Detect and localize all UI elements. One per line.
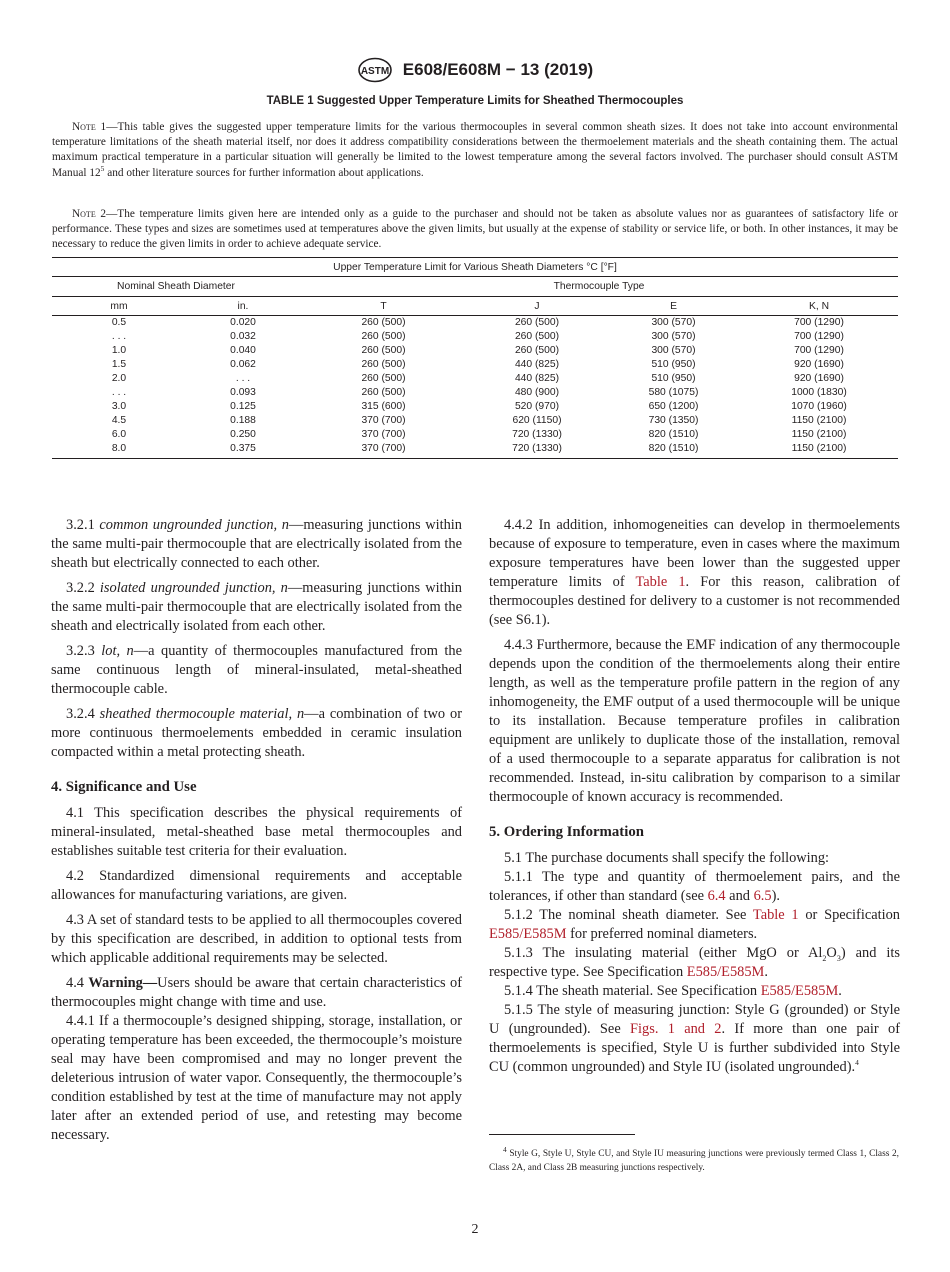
group-header-type: Thermocouple Type — [300, 277, 898, 297]
cell-in: 0.093 — [230, 387, 256, 398]
table-row — [52, 442, 898, 459]
cell-t: 260 (500) — [361, 345, 406, 356]
table-row — [52, 358, 898, 372]
cell-t: 370 (700) — [300, 442, 467, 459]
cell-j: 260 (500) — [514, 345, 560, 356]
page-header — [0, 57, 950, 83]
cell-kn: 700 (1290) — [794, 331, 844, 342]
page-number: 2 — [471, 1222, 479, 1237]
paragraph-3-2-4: 3.2.4 sheathed thermocouple material, n—a combination of two or more continuous thermoelements embedded in ceramic insulation compacted within a metal protecting sheath. — [51, 706, 462, 760]
paragraph-3-2-1: 3.2.1 common ungrounded junction, n—measuring junctions within the same multi-pair thermocouple that are electrically isolated from the sheath but electrically connected to each other. — [51, 517, 462, 571]
cell-mm: 2.0 — [111, 373, 127, 384]
column-header-e: E — [607, 297, 740, 316]
note-2: Note 2—The temperature limits given here are intended only as a guide to the purchaser and should not be taken as absolute values nor as guarantees of satisfactory life or performance. These types and sizes are sometimes used at temperatures above the given limits, but usually at the expense of stability or service life, or both. In other instances, it may be necessary to reduce the given limits in order to achieve adequate service. — [52, 208, 898, 251]
paragraph-3-2-2: 3.2.2 isolated ungrounded junction, n—measuring junctions within the same multi-pair thermocouple that are electrically isolated from the sheath and electrically isolated from each other. — [51, 580, 462, 634]
cell-e: 300 (570) — [651, 331, 696, 342]
cell-j: 480 (900) — [514, 387, 560, 398]
cell-in: 0.020 — [230, 317, 256, 328]
cell-e: 300 (570) — [651, 345, 696, 356]
svg-text:ASTM: ASTM — [360, 66, 389, 77]
right-column — [489, 516, 900, 1077]
section-4-heading: 4. Significance and Use — [51, 779, 197, 795]
link-figs-1-and-2[interactable]: Figs. 1 and 2 — [630, 1021, 722, 1037]
footnote-rule — [489, 1134, 635, 1135]
cell-mm: . . . — [111, 331, 127, 342]
cell-t: 370 (700) — [361, 415, 406, 426]
temperature-limits-table — [52, 257, 898, 459]
cell-t: 260 (500) — [361, 359, 406, 370]
cell-t: 260 (500) — [361, 331, 406, 342]
paragraph-4-4-3: 4.4.3 Furthermore, because the EMF indication of any thermocouple depends upon the condition of the thermoelements along their entire length, as well as the temperature profile pattern in the region of any inhomogeneity, the EMF output of a used thermocouple will be unique to its installation. Because temperature profiles in calibration equipment are unlikely to duplicate those of the installation, removal of a used thermocouple to a separate apparatus for calibration is not recommended. Instead, in-situ calibration by comparison to a similar thermocouple of known accuracy is recommended. — [489, 637, 900, 805]
paragraph-5-1-3: 5.1.3 The insulating material (either MgO or $Al_2O_3$) and its respective type. See Specification E585/E585M. — [489, 945, 901, 980]
cell-in: 0.188 — [230, 415, 256, 426]
table-row — [52, 316, 898, 331]
paragraph-4-4-2: 4.4.2 In addition, inhomogeneities can develop in thermoelements because of exposure to temperature, even in cases where the maximum exposure temperatures have been lower than the suggested upper temperature limits of Table 1. For this reason, calibration of thermocouples destined for delivery to a customer is not recommended (see S6.1). — [489, 517, 901, 628]
cell-in: 0.062 — [230, 359, 256, 370]
cell-t: 260 (500) — [361, 373, 406, 384]
paragraph-4-1: 4.1 This specification describes the physical requirements of mineral-insulated, metal-sheathed base metal thermocouples and establishes suitable test criteria for their evaluation. — [51, 805, 462, 859]
paragraph-5-1-1: 5.1.1 The type and quantity of thermoelement pairs, and the tolerances, if other than standard (see 6.4 and 6.5). — [489, 869, 900, 904]
cell-in: 0.250 — [230, 429, 256, 440]
table-row — [52, 428, 898, 442]
table-row — [52, 330, 898, 344]
cell-mm: . . . — [111, 387, 127, 398]
cell-kn: 1150 (2100) — [791, 429, 847, 440]
paragraph-4-4-1: 4.4.1 If a thermocouple’s designed shipping, storage, installation, or operating temperature has been exceeded, the thermocouple’s moisture seal may have been compromised and may no longer prevent the deleterious intrusion of water vapor. Consequently, the thermocouple’s condition established by test at the time of manufacture may not apply later after an extended period of use, and retesting may become necessary. — [51, 1013, 462, 1143]
paragraph-4-3: 4.3 A set of standard tests to be applied to all thermocouples covered by this specification are described, in addition to optional tests from which applicable additional requirements may be selected. — [51, 912, 462, 966]
cell-in: 0.125 — [230, 401, 256, 412]
cell-j: 720 (1330) — [467, 442, 607, 459]
cell-kn: 700 (1290) — [794, 345, 844, 356]
cell-in: 0.032 — [230, 331, 256, 342]
cell-mm: 1.0 — [111, 345, 127, 356]
table-caption: Upper Temperature Limit for Various Sheath Diameters °C [°F] — [52, 258, 898, 277]
cell-kn: 1070 (1960) — [791, 401, 847, 412]
cell-mm: 6.0 — [111, 429, 127, 440]
link-table-1[interactable]: Table 1 — [635, 574, 686, 590]
paragraph-4-2: 4.2 Standardized dimensional requirements and acceptable allowances for manufacturing variations, are given. — [51, 868, 462, 903]
paragraph-4-4: 4.4 Warning—Users should be aware that certain characteristics of thermocouples might change with time and use. — [51, 975, 462, 1010]
section-5-heading: 5. Ordering Information — [489, 824, 644, 840]
link-e585[interactable]: E585/E585M — [686, 964, 765, 980]
note-1: Note 1—This table gives the suggested upper temperature limits for the various thermocouples in several common sheath sizes. It does not take into account environmental temperature limitations of the sheath material itself, nor does it address compatibility considerations between the thermoelement materials and the sheath containing them. The actual maximum practical temperature in a particular situation will generally be limited to the lowest temperature among the several factors involved. The purchaser should consult ASTM Manual $12^5$ and other literature sources for further information about applications. — [52, 121, 898, 179]
paragraph-5-1: 5.1 The purchase documents shall specify the following: — [504, 850, 830, 866]
link-section-6-4[interactable]: 6.4 — [707, 888, 726, 904]
cell-mm: 3.0 — [111, 401, 127, 412]
cell-mm: 1.5 — [111, 359, 127, 370]
cell-j: 520 (970) — [514, 401, 560, 412]
cell-j: 620 (1150) — [512, 415, 562, 426]
cell-t: 315 (600) — [361, 401, 406, 412]
cell-kn: 1150 (2100) — [791, 415, 847, 426]
cell-j: 720 (1330) — [512, 429, 562, 440]
column-header-in: in. — [186, 297, 300, 316]
cell-kn: 920 (1690) — [794, 373, 844, 384]
cell-t: 370 (700) — [361, 429, 406, 440]
cell-e: 730 (1350) — [648, 415, 699, 426]
group-header-diameter: Nominal Sheath Diameter — [52, 277, 300, 297]
table-row — [52, 386, 898, 400]
cell-t: 260 (500) — [361, 317, 406, 328]
table-row — [52, 372, 898, 386]
cell-j: 260 (500) — [514, 331, 560, 342]
link-section-6-5[interactable]: 6.5 — [753, 888, 772, 904]
left-column — [51, 516, 462, 1145]
link-table-1[interactable]: Table 1 — [752, 907, 799, 923]
astm-logo-icon — [357, 57, 393, 83]
column-header-t: T — [300, 297, 467, 316]
cell-mm: 4.5 — [111, 415, 127, 426]
cell-e: 820 (1510) — [648, 429, 699, 440]
footnote-4: $^4$ Style G, Style U, Style CU, and Style IU measuring junctions were previously termed Class 1, Class 2, Class 2A, and Class 2B measuring junctions respectively. — [489, 1144, 899, 1173]
cell-e: 300 (570) — [651, 317, 696, 328]
cell-mm: 8.0 — [52, 442, 186, 459]
cell-e: 820 (1510) — [607, 442, 740, 459]
cell-kn: 920 (1690) — [794, 359, 844, 370]
link-e585[interactable]: E585/E585M — [489, 926, 567, 942]
table-row — [52, 414, 898, 428]
cell-e: 650 (1200) — [648, 401, 699, 412]
cell-kn: 1150 (2100) — [740, 442, 898, 459]
cell-kn: 700 (1290) — [794, 317, 844, 328]
cell-in: . . . — [235, 373, 251, 384]
table-row — [52, 344, 898, 358]
cell-in: 0.040 — [230, 345, 256, 356]
link-e585[interactable]: E585/E585M — [760, 983, 839, 999]
cell-j: 440 (825) — [514, 359, 560, 370]
cell-mm: 0.5 — [111, 317, 127, 328]
table-title: TABLE 1 Suggested Upper Temperature Limits for Sheathed Thermocouples — [266, 95, 684, 107]
column-header-j: J — [467, 297, 607, 316]
cell-j: 440 (825) — [514, 373, 560, 384]
table-row — [52, 400, 898, 414]
column-header-kn: K, N — [740, 297, 898, 316]
paragraph-5-1-2: 5.1.2 The nominal sheath diameter. See Table 1 or Specification E585/E585M for preferred nominal diameters. — [489, 907, 900, 942]
cell-kn: 1000 (1830) — [791, 387, 847, 398]
paragraph-3-2-3: 3.2.3 lot, n—a quantity of thermocouples manufactured from the same continuous length of mineral-insulated, metal-sheathed thermocouple cable. — [51, 643, 462, 697]
paragraph-5-1-4: 5.1.4 The sheath material. See Specification E585/E585M. — [504, 983, 842, 999]
standard-designation: E608/E608M − 13 (2019) — [402, 60, 594, 79]
paragraph-5-1-5: 5.1.5 The style of measuring junction: Style G (grounded) or Style U (ungrounded). See Figs. 1 and 2. If more than one pair of thermoelements is specified, Style U is further subdivided into Style CU (common ungrounded) and Style IU (isolated ungrounded).$^4$ — [489, 1002, 900, 1075]
column-header-mm: mm — [52, 297, 186, 316]
cell-in: 0.375 — [186, 442, 300, 459]
cell-j: 260 (500) — [514, 317, 560, 328]
cell-t: 260 (500) — [361, 387, 406, 398]
cell-e: 580 (1075) — [648, 387, 699, 398]
cell-e: 510 (950) — [651, 373, 696, 384]
cell-e: 510 (950) — [651, 359, 696, 370]
